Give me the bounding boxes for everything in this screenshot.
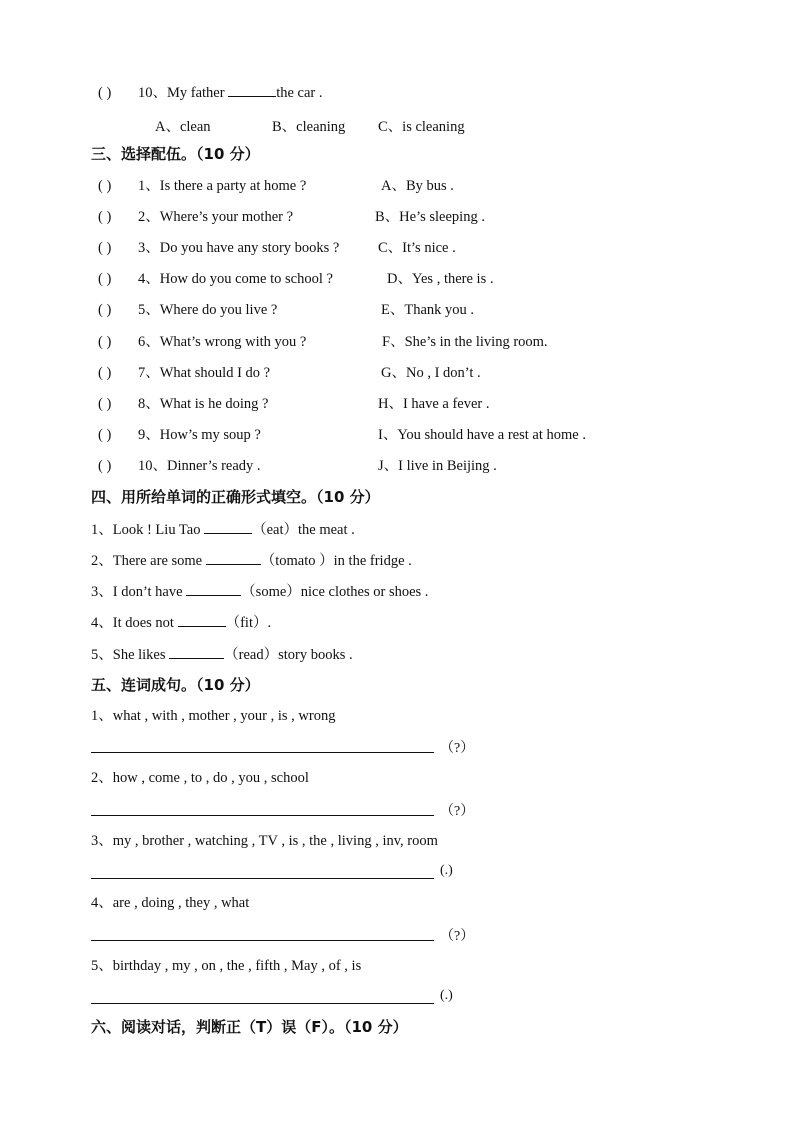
fill-prompt: 4、It does not bbox=[91, 615, 178, 631]
match-row bbox=[98, 457, 261, 475]
match-question: 10、Dinner’s ready . bbox=[138, 458, 261, 474]
fill-blank[interactable] bbox=[186, 582, 241, 596]
answer-paren[interactable]: ( ) bbox=[98, 302, 112, 318]
fill-prompt: 2、There are some bbox=[91, 553, 206, 569]
q10-option-c: C、is cleaning bbox=[378, 119, 465, 135]
q10-blank[interactable] bbox=[228, 83, 276, 97]
answer-paren[interactable]: ( ) bbox=[98, 458, 112, 474]
match-question: 7、What should I do ? bbox=[138, 365, 271, 381]
match-answer: I、You should have a rest at home . bbox=[378, 427, 586, 443]
fill-prompt: 5、She likes bbox=[91, 647, 170, 663]
fill-item bbox=[91, 520, 355, 539]
match-answer: D、Yes , there is . bbox=[387, 271, 494, 287]
fill-blank[interactable] bbox=[178, 613, 226, 627]
answer-paren[interactable]: ( ) bbox=[98, 396, 112, 412]
fill-item bbox=[91, 551, 412, 570]
fill-prompt: 3、I don’t have bbox=[91, 584, 187, 600]
match-question: 5、Where do you live ? bbox=[138, 302, 278, 318]
q10-option-b: B、cleaning bbox=[272, 119, 346, 135]
match-answer: G、No , I don’t . bbox=[381, 365, 481, 381]
match-row bbox=[98, 301, 277, 319]
fill-prompt: 1、Look ! Liu Tao bbox=[91, 522, 205, 538]
match-answer: E、Thank you . bbox=[381, 302, 475, 318]
answer-line[interactable] bbox=[91, 1003, 434, 1004]
match-question: 2、Where’s your mother ? bbox=[138, 209, 294, 225]
scrambled-words: 3、my , brother , watching , TV , is , the , living , inv, room bbox=[91, 833, 438, 849]
answer-paren[interactable]: ( ) bbox=[98, 271, 112, 287]
match-row bbox=[98, 239, 339, 257]
match-answer: A、By bus . bbox=[381, 178, 454, 194]
match-answer: F、She’s in the living room. bbox=[382, 334, 548, 350]
match-row bbox=[98, 270, 333, 288]
match-question: 8、What is he doing ? bbox=[138, 396, 269, 412]
match-answer: B、He’s sleeping . bbox=[375, 209, 485, 225]
match-question: 9、How’s my soup ? bbox=[138, 427, 261, 443]
fill-blank[interactable] bbox=[169, 645, 224, 659]
scrambled-words: 1、what , with , mother , your , is , wrong bbox=[91, 708, 336, 724]
end-punctuation: (.) bbox=[440, 863, 453, 878]
section3-heading: 三、选择配伍。（10 分） bbox=[91, 145, 260, 163]
match-question: 6、What’s wrong with you ? bbox=[138, 334, 307, 350]
q10-line bbox=[98, 83, 323, 102]
answer-paren[interactable]: ( ) bbox=[98, 365, 112, 381]
match-question: 3、Do you have any story books ? bbox=[138, 240, 340, 256]
match-question: 1、Is there a party at home ? bbox=[138, 178, 307, 194]
fill-hint: （read）story books . bbox=[224, 647, 353, 663]
match-row bbox=[98, 364, 270, 382]
fill-hint: （eat）the meat . bbox=[252, 522, 355, 538]
fill-hint: （tomato ）in the fridge . bbox=[260, 553, 412, 569]
answer-paren[interactable]: ( ) bbox=[98, 178, 112, 194]
fill-item bbox=[91, 645, 353, 664]
scrambled-words: 5、birthday , my , on , the , fifth , May , of , is bbox=[91, 958, 362, 974]
match-row bbox=[98, 208, 293, 226]
match-answer: H、I have a fever . bbox=[378, 396, 490, 412]
match-answer: C、It’s nice . bbox=[378, 240, 456, 256]
scrambled-words: 4、are , doing , they , what bbox=[91, 895, 250, 911]
fill-item bbox=[91, 582, 428, 601]
end-punctuation: （?） bbox=[440, 929, 475, 944]
section6-heading: 六、阅读对话，判断正（T）误（F）。（10 分） bbox=[91, 1018, 408, 1036]
end-punctuation: (.) bbox=[440, 988, 453, 1003]
fill-hint: （fit）. bbox=[225, 615, 272, 631]
answer-line[interactable] bbox=[91, 752, 434, 753]
end-punctuation: （?） bbox=[440, 741, 475, 756]
answer-paren[interactable]: ( ) bbox=[98, 334, 112, 350]
fill-blank[interactable] bbox=[206, 551, 261, 565]
end-punctuation: （?） bbox=[440, 804, 475, 819]
answer-line[interactable] bbox=[91, 940, 434, 941]
scrambled-words: 2、how , come , to , do , you , school bbox=[91, 770, 309, 786]
q10-option-a: A、clean bbox=[155, 119, 211, 135]
fill-blank[interactable] bbox=[204, 520, 252, 534]
answer-line[interactable] bbox=[91, 815, 434, 816]
answer-paren[interactable]: ( ) bbox=[98, 240, 112, 256]
answer-line[interactable] bbox=[91, 878, 434, 879]
answer-paren[interactable]: ( ) bbox=[98, 85, 112, 101]
answer-paren[interactable]: ( ) bbox=[98, 209, 112, 225]
match-row bbox=[98, 395, 268, 413]
q10-text-before: 10、My father bbox=[138, 85, 229, 101]
match-row bbox=[98, 177, 306, 195]
fill-item bbox=[91, 613, 271, 632]
q10-text-after: the car . bbox=[276, 85, 323, 101]
answer-paren[interactable]: ( ) bbox=[98, 427, 112, 443]
match-question: 4、How do you come to school ? bbox=[138, 271, 333, 287]
fill-hint: （some）nice clothes or shoes . bbox=[241, 584, 429, 600]
match-row bbox=[98, 333, 306, 351]
section5-heading: 五、连词成句。（10 分） bbox=[91, 676, 260, 694]
match-row bbox=[98, 426, 261, 444]
section4-heading: 四、用所给单词的正确形式填空。（10 分） bbox=[91, 488, 380, 506]
match-answer: J、I live in Beijing . bbox=[378, 458, 497, 474]
